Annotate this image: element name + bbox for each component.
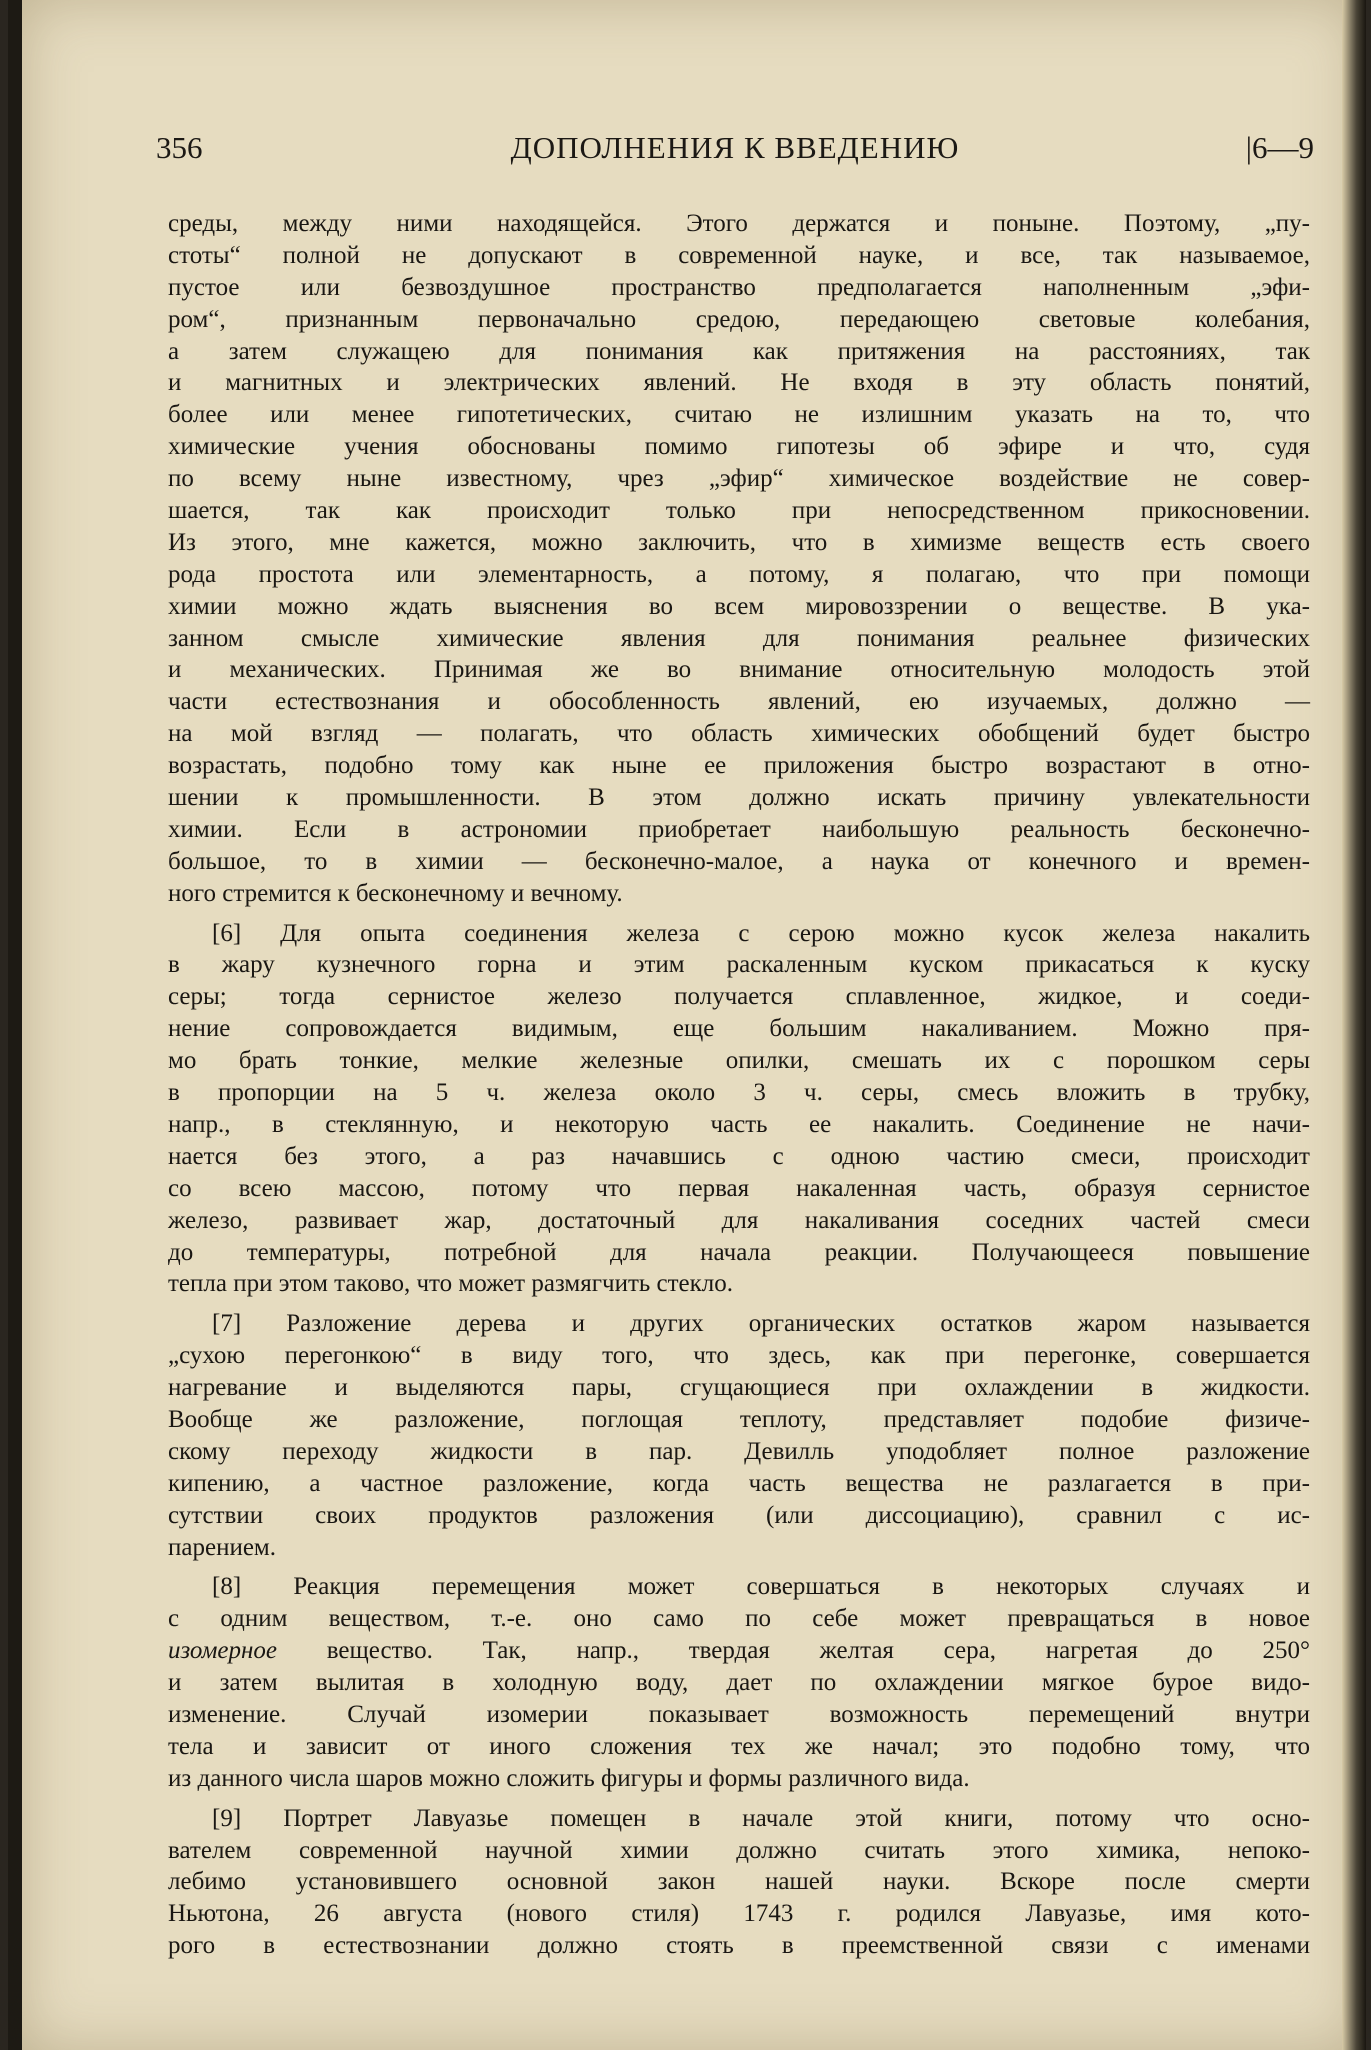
text-line: до температуры, потребной для начала реакции. Получающееся повышение xyxy=(168,1238,1310,1266)
note-8 xyxy=(168,1571,1310,1794)
text-line: шении к промышленности. В этом должно искать причину увлекательности xyxy=(168,784,1310,812)
text-line: из данного числа шаров можно сложить фигуры и формы различного вида. xyxy=(168,1764,970,1792)
page-body xyxy=(168,208,1310,1962)
text-line: „сухою перегонкою“ в виду того, что здесь, как при перегонке, совершается xyxy=(168,1342,1310,1370)
text-line: нается без этого, а раз начавшись с одною частию смеси, происходит xyxy=(168,1142,1310,1170)
text-line: тепла при этом таково, что может размягчить стекло. xyxy=(168,1270,734,1298)
text-line: сутствии своих продуктов разложения (или диссоциацию), сравнил с ис- xyxy=(168,1501,1310,1529)
text-line: изомерное вещество. Так, напр., твердая желтая сера, нагретая до 250° xyxy=(168,1637,1310,1665)
text-line: вателем современной научной химии должно считать этого химика, непоко- xyxy=(168,1836,1310,1864)
text-line: химии можно ждать выяснения во всем мировоззрении о веществе. В ука- xyxy=(168,592,1310,620)
text-line: [8] Реакция перемещения может совершаться в некоторых случаях и xyxy=(212,1573,1310,1601)
text-line: ного стремится к бесконечному и вечному. xyxy=(168,879,623,907)
text-line: скому переходу жидкости в пар. Девилль уподобляет полное разложение xyxy=(168,1437,1310,1465)
text-line: более или менее гипотетических, считаю не излишним указать на то, что xyxy=(168,401,1310,429)
text-line: пустое или безвоздушное пространство предполагается наполненным „эфи- xyxy=(168,273,1310,301)
text-line: а затем служащею для понимания как притяжения на расстояниях, так xyxy=(168,337,1310,365)
note-range: |6—9 xyxy=(1245,130,1314,165)
text-line: [9] Портрет Лавуазье помещен в начале этой книги, потому что осно- xyxy=(212,1804,1310,1832)
running-title: ДОПОЛНЕНИЯ К ВВЕДЕНИЮ xyxy=(510,130,960,165)
text-line: шается, так как происходит только при непосредственном прикосновении. xyxy=(168,497,1310,525)
text-line: части естествознания и обособленность явлений, ею изучаемых, должно — xyxy=(168,688,1310,716)
text-line: нение сопровождается видимым, еще большим накаливанием. Можно пря- xyxy=(168,1015,1310,1043)
text-line: нагревание и выделяются пары, сгущающиеся при охлаждении в жидкости. xyxy=(168,1374,1310,1402)
text-line: лебимо установившего основной закон нашей науки. Вскоре после смерти xyxy=(168,1868,1310,1896)
page-edge xyxy=(1342,0,1366,2050)
text-line: парением. xyxy=(168,1533,276,1561)
text-line: изменение. Случай изомерии показывает возможность перемещений внутри xyxy=(168,1700,1310,1728)
text-line: рода простота или элементарность, а потому, я полагаю, что при помощи xyxy=(168,560,1310,588)
note-6 xyxy=(168,918,1310,1301)
text-line: в жару кузнечного горна и этим раскаленным куском прикасаться к куску xyxy=(168,951,1310,979)
text-line: химии. Если в астрономии приобретает наибольшую реальность бесконечно- xyxy=(168,815,1310,843)
text-line: [7] Разложение дерева и других органических остатков жаром называется xyxy=(212,1310,1310,1338)
text-line: и механических. Принимая же во внимание относительную молодость этой xyxy=(168,656,1310,684)
text-line: железо, развивает жар, достаточный для накаливания соседних частей смеси xyxy=(168,1206,1310,1234)
text-line: в пропорции на 5 ч. железа около 3 ч. серы, смесь вложить в трубку, xyxy=(168,1079,1310,1107)
paragraph-continued xyxy=(168,208,1310,910)
running-header xyxy=(156,130,1314,176)
text-line: рого в естествознании должно стоять в преемственной связи с именами xyxy=(168,1932,1310,1960)
text-line: кипению, а частное разложение, когда часть вещества не разлагается в при- xyxy=(168,1469,1310,1497)
text-line: Ньютона, 26 августа (нового стиля) 1743 г. родился Лавуазье, имя кото- xyxy=(168,1900,1310,1928)
text-line: и магнитных и электрических явлений. Не входя в эту область понятий, xyxy=(168,369,1310,397)
text-line: [6] Для опыта соединения железа с серою можно кусок железа накалить xyxy=(212,919,1310,947)
text-line: возрастать, подобно тому как ныне ее приложения быстро возрастают в отно- xyxy=(168,752,1310,780)
text-line: тела и зависит от иного сложения тех же начал; это подобно тому, что xyxy=(168,1732,1310,1760)
text-line: Из этого, мне кажется, можно заключить, что в химизме веществ есть своего xyxy=(168,528,1310,556)
text-line: серы; тогда сернистое железо получается сплавленное, жидкое, и соеди- xyxy=(168,983,1310,1011)
text-line: со всею массою, потому что первая накаленная часть, образуя сернистое xyxy=(168,1174,1310,1202)
text-line: ром“, признанным первоначально средою, передающею световые колебания, xyxy=(168,305,1310,333)
note-9 xyxy=(168,1803,1310,1962)
text-line: среды, между ними находящейся. Этого держатся и поныне. Поэтому, „пу- xyxy=(168,210,1310,237)
text-line: на мой взгляд — полагать, что область химических обобщений будет быстро xyxy=(168,720,1310,748)
text-line: Вообще же разложение, поглощая теплоту, представляет подобие физиче- xyxy=(168,1405,1310,1433)
text-line: с одним веществом, т.-е. оно само по себе может превращаться в новое xyxy=(168,1605,1310,1633)
italic-term: изомерное xyxy=(168,1637,278,1665)
text-line: и затем вылитая в холодную воду, дает по охлаждении мягкое бурое видо- xyxy=(168,1669,1310,1697)
note-7 xyxy=(168,1308,1310,1563)
text-line: по всему ныне известному, чрез „эфир“ химическое воздействие не совер- xyxy=(168,465,1310,493)
text-line: стоты“ полной не допускают в современной науке, и все, так называемое, xyxy=(168,241,1310,269)
text-line: химические учения обоснованы помимо гипотезы об эфире и что, судя xyxy=(168,433,1310,461)
page-number: 356 xyxy=(156,130,203,165)
text-line: большое, то в химии — бесконечно-малое, а наука от конечного и времен- xyxy=(168,847,1310,875)
text-line: занном смысле химические явления для понимания реальнее физических xyxy=(168,624,1310,652)
text-line: мо брать тонкие, мелкие железные опилки, смешать их с порошком серы xyxy=(168,1047,1310,1075)
text-line: напр., в стеклянную, и некоторую часть ее накалить. Соединение не начи- xyxy=(168,1110,1310,1138)
